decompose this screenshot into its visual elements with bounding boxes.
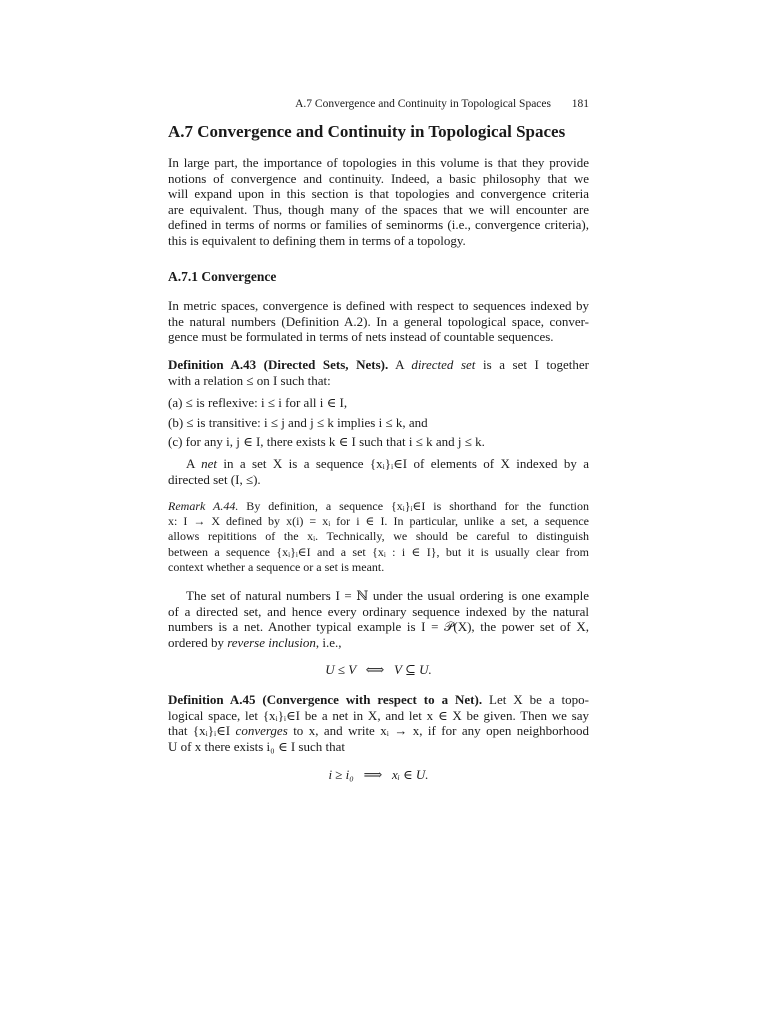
- net-paragraph: [168, 456, 589, 487]
- definition-a45: [168, 692, 589, 754]
- text-line: will expand upon in this section is that topologies and convergence criteria: [168, 186, 589, 202]
- definition-label: Definition A.43 (Directed Sets, Nets).: [168, 357, 389, 372]
- definition-label: Definition A.45 (Convergence with respect to a Net).: [168, 692, 483, 707]
- text-line: with a relation ≤ on I such that:: [168, 372, 331, 388]
- defined-term: directed set: [411, 357, 476, 372]
- display-equation: U ≤ V ⟺ V ⊆ U.: [325, 662, 432, 677]
- text-line: defined in terms of norms or families of seminorms (i.e., convergence criteria),: [168, 217, 589, 233]
- display-equation: i ≥ i₀ ⟹ xᵢ ∈ U.: [328, 767, 429, 782]
- text-line: numbers is a net. Another typical example is I = 𝒫(X), the power set of X,: [168, 619, 589, 635]
- list-item: (c) for any i, j ∈ I, there exists k ∈ I such that i ≤ k and j ≤ k.: [168, 434, 485, 450]
- text-line: notions of convergence and continuity. Indeed, a basic philosophy that we: [168, 170, 589, 186]
- running-head-title: A.7 Convergence and Continuity in Topological Spaces: [295, 98, 551, 110]
- text-line: allows repititions of the xᵢ. Technically, we should be careful to distinguish: [168, 529, 589, 544]
- text-line: of a directed set, and hence every ordinary sequence indexed by the natural: [168, 603, 589, 619]
- text-line: Definition A.43 (Directed Sets, Nets). A directed set is a set I together: [168, 357, 589, 372]
- intro-paragraph: [168, 155, 589, 249]
- text-line: gence must be formulated in terms of nets instead of countable sequences.: [168, 329, 554, 345]
- remark-a44: [168, 499, 589, 575]
- text-line: ordered by reverse inclusion, i.e.,: [168, 634, 342, 650]
- text-line: In large part, the importance of topologies in this volume is that they provide: [168, 155, 589, 170]
- text-line: directed set (I, ≤).: [168, 471, 261, 487]
- text-line: that {xᵢ}ᵢ∈I converges to x, and write xᵢ → x, if for any open neighborhood: [168, 723, 589, 739]
- section-title: A.7 Convergence and Continuity in Topological Spaces: [168, 122, 566, 141]
- defined-term: reverse inclusion: [227, 634, 316, 650]
- text-line: this is equivalent to defining them in terms of a topology.: [168, 232, 466, 248]
- text-line: x: I → X defined by x(i) = xᵢ for i ∈ I. In particular, unlike a set, a sequence: [168, 514, 589, 529]
- list-item: (b) ≤ is transitive: i ≤ j and j ≤ k implies i ≤ k, and: [168, 414, 428, 430]
- text-line: logical space, let {xᵢ}ᵢ∈I be a net in X, and let x ∈ X be given. Then we say: [168, 707, 589, 723]
- text-line: U of x there exists i₀ ∈ I such that: [168, 738, 345, 754]
- text-line: context whether a sequence or a set is meant.: [168, 559, 385, 574]
- page-number: 181: [571, 98, 589, 110]
- metric-paragraph: [168, 298, 589, 345]
- remark-label: Remark A.44.: [168, 499, 239, 513]
- defined-term: net: [201, 456, 217, 471]
- text-line: In metric spaces, convergence is defined with respect to sequences indexed by: [168, 298, 589, 313]
- text-line: the natural numbers (Definition A.2). In a general topological space, conver-: [168, 313, 589, 329]
- text-line: A net in a set X is a sequence {xᵢ}ᵢ∈I of elements of X indexed by a: [186, 456, 589, 471]
- list-item: (a) ≤ is reflexive: i ≤ i for all i ∈ I,: [168, 395, 348, 411]
- text-line: Definition A.45 (Convergence with respect to a Net). Let X be a topo-: [168, 692, 589, 707]
- text-line: are equivalent. Thus, though many of the spaces that we will encounter are: [168, 201, 589, 217]
- natural-numbers-paragraph: [168, 588, 589, 650]
- text-line: The set of natural numbers I = ℕ under the usual ordering is one example: [186, 588, 589, 603]
- text-line: Remark A.44. By definition, a sequence {xᵢ}ᵢ∈I is shorthand for the function: [168, 499, 589, 513]
- definition-a43: [168, 357, 589, 450]
- subsection-title: A.7.1 Convergence: [168, 269, 277, 284]
- text-line: between a sequence {xᵢ}ᵢ∈I and a set {xᵢ : i ∈ I}, but it is usually clear from: [168, 544, 589, 559]
- defined-term: converges: [235, 723, 288, 739]
